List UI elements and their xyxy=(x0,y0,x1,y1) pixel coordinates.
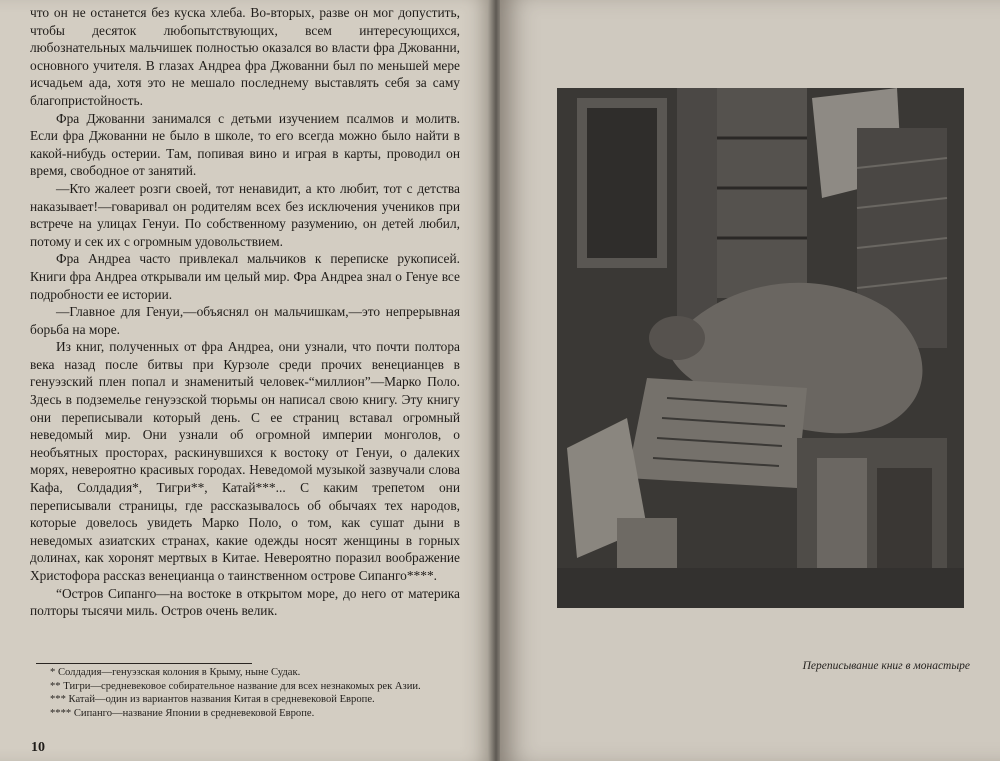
paragraph: “Остров Сипанго—на востоке в открытом море, до него от материка полторы тысячи миль. Остров очень велик. xyxy=(30,585,460,619)
illustration-monastery-scribe xyxy=(557,88,964,608)
footnote: **** Сипанго—название Японии в средневековой Европе. xyxy=(50,707,315,719)
footnotes xyxy=(36,666,466,720)
paragraph: Фра Джованни занимался с детьми изучением псалмов и молитв. Если фра Джованни не было в школе, то его всегда можно было найти в какой-нибудь остерии. Там, попивая вино и играя в карты, проводил он время, свободное от занятий. xyxy=(30,110,460,179)
desk-book-shape xyxy=(627,378,807,488)
paragraph: что он не останется без куска хлеба. Во-вторых, разве он мог допустить, чтобы десяток любопытствующих, всем интересующихся, любознательных мальчишек полностью оказался во власти фра Джованни, основного учителя. В глазах Андреа фра Джованни был по меньшей мере исчадьем ада, хотя это не мешало последнему выставлять себя за саму благопристойность. xyxy=(30,5,460,108)
left-page xyxy=(0,0,492,761)
paragraph: Из книг, полученных от фра Андреа, они узнали, что почти полтора века назад после битвы при Курзоле среди прочих венецианцев в генуэзский плен попал и знаменитый человек-“миллион”—Марко Поло. Здесь в подземелье генуэзской тюрьмы он написал свою книгу. Эту книгу они переписывали который день. С ее страниц вставал огромный неведомый мир. Они узнали об огромной империи монголов, о необъятных просторах, раскинувшихся к востоку от Генуи, о далеких морях, невероятно красивых городах. Неведомой музыкой зазвучали слова Кафа, Солдадия*, Тигри**, Катай***... С каким трепетом они переписывали страницы, где рассказывалось об обычаях тех народов, которые довелось увидеть Марко Поло, о том, как сушат дыни в неведомых азиатских странах, какие одежды носят женщины в горных долинах, как хоронят мертвых в Китае. Невероятно поразил воображение Христофора рассказ венецианца о таинственном острове Сипанго****. xyxy=(30,339,460,583)
bookshelf-shape xyxy=(717,88,807,298)
paragraph: Фра Андреа часто привлекал мальчиков к переписке рукописей. Книги фра Андреа открывали им целый мир. Фра Андреа знал о Генуе все подробности ее истории. xyxy=(30,251,460,302)
illustration-drawing xyxy=(557,88,964,608)
footnote: *** Катай—один из вариантов названия Китая в средневековой Европе. xyxy=(50,694,375,706)
footnote: ** Тигри—средневековое собирательное название для всех незнакомых рек Азии. xyxy=(50,680,421,692)
page-number: 10 xyxy=(31,740,45,755)
illustration-caption: Переписывание книг в монастыре xyxy=(802,660,970,672)
footnote: * Солдадия—генуэзская колония в Крыму, ныне Судак. xyxy=(50,667,301,678)
body-text xyxy=(30,4,460,620)
paragraph: —Кто жалеет розги своей, тот ненавидит, а кто любит, тот с детства наказывает!—говаривал он родителям всех без исключения учеников при встрече на улицах Генуи. По собственному разумению, он детей любил, потому и сек их с огромным удовольствием. xyxy=(30,180,460,249)
footnote-rule xyxy=(36,663,252,664)
paragraph: —Главное для Генуи,—объяснял он мальчишкам,—это непрерывная борьба на море. xyxy=(30,304,460,337)
